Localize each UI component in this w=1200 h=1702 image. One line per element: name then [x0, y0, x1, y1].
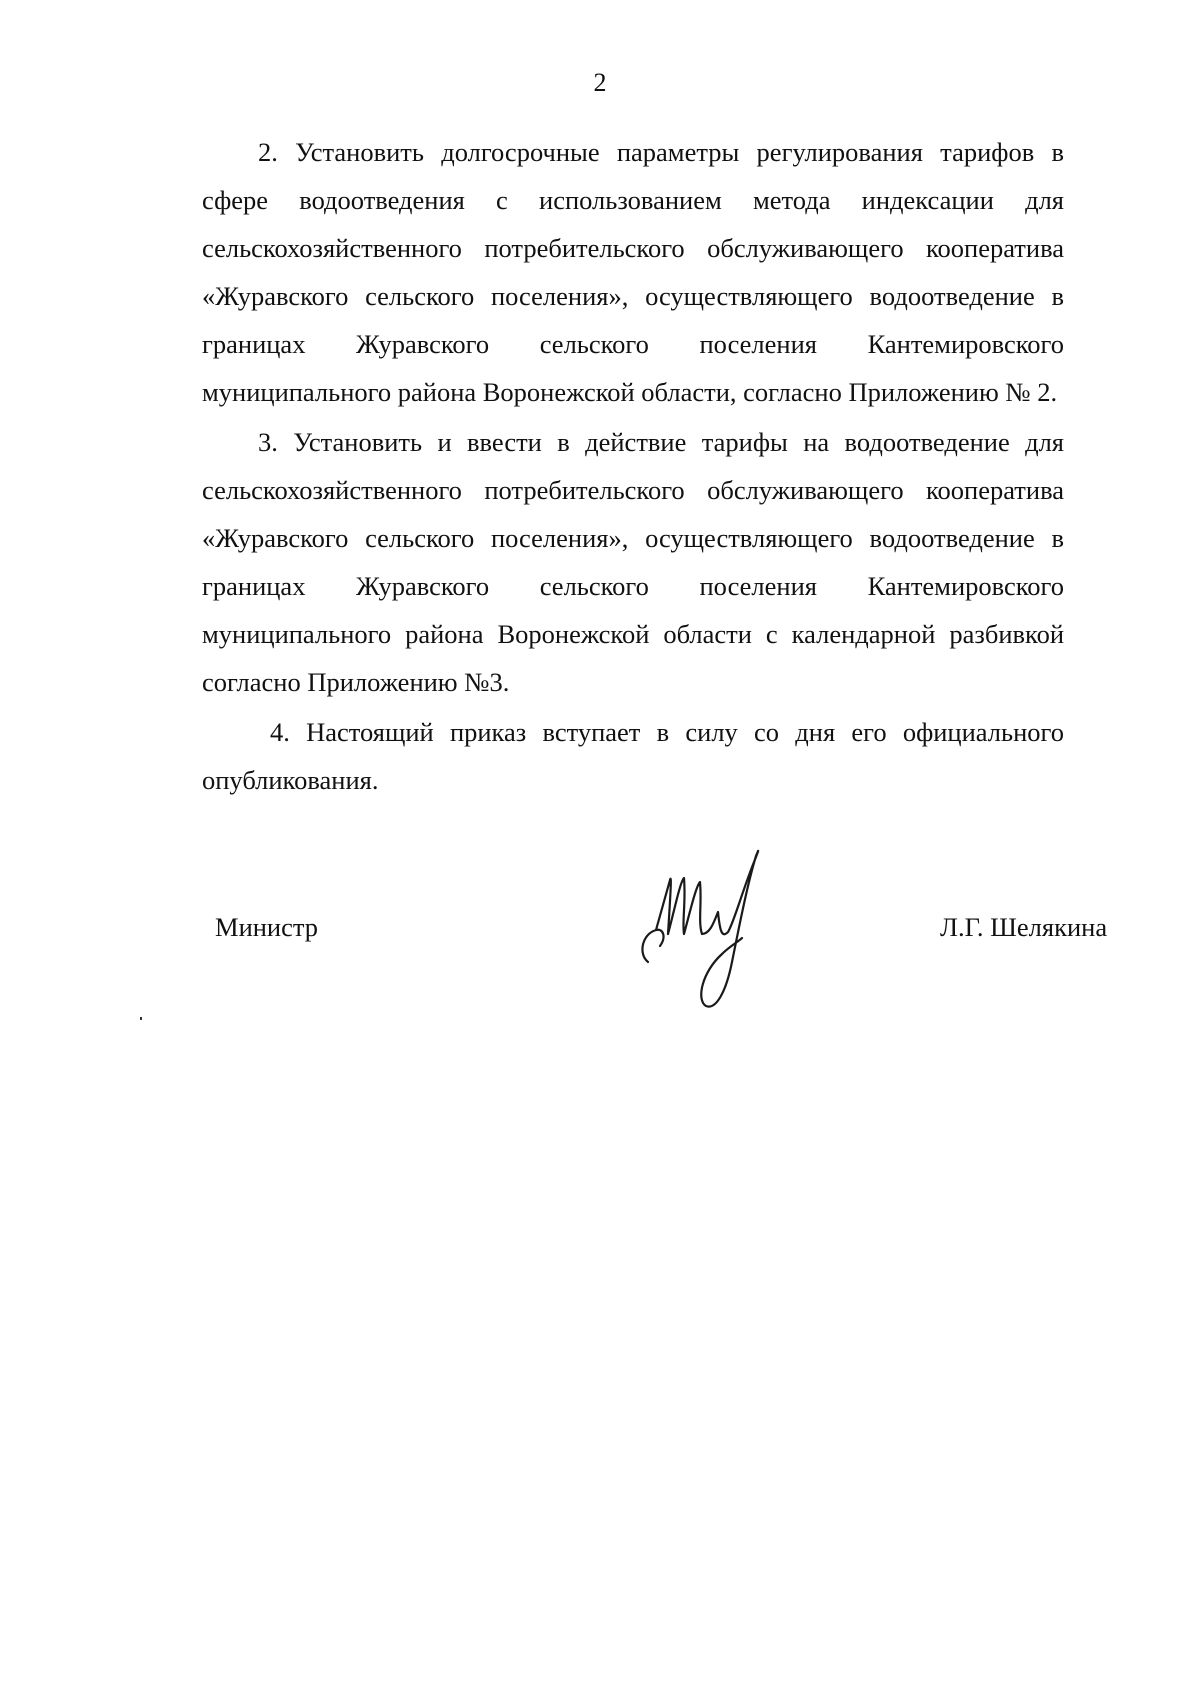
paragraph-4: 4. Настоящий приказ вступает в силу со дня его официального опубликования. [202, 717, 1064, 795]
handwritten-signature [630, 842, 780, 1012]
page-number: 2 [593, 68, 607, 97]
paragraph-2: 2. Установить долгосрочные параметры регулирования тарифов в сфере водоотведения с использованием метода индексации для сельскохозяйственного потребительского обслуживающего кооператива «Журавского сельского поселения», осуществляющего водоотведение в границах Журавского сельского поселения Кантемировского муниципального района Воронежской области, согласно Приложению № 2. [202, 137, 1064, 407]
position-title: Министр [215, 912, 319, 942]
paragraph-3: 3. Установить и ввести в действие тарифы на водоотведение для сельскохозяйственного потребительского обслуживающего кооператива «Журавского сельского поселения», осуществляющего водоотведение в границах Журавского сельского поселения Кантемировского муниципального района Воронежской области с календарной разбивкой согласно Приложению №3. [202, 427, 1064, 697]
scan-speck [140, 1017, 142, 1020]
signatory-name: Л.Г. Шелякина [940, 912, 1108, 942]
document-body [202, 128, 1064, 806]
